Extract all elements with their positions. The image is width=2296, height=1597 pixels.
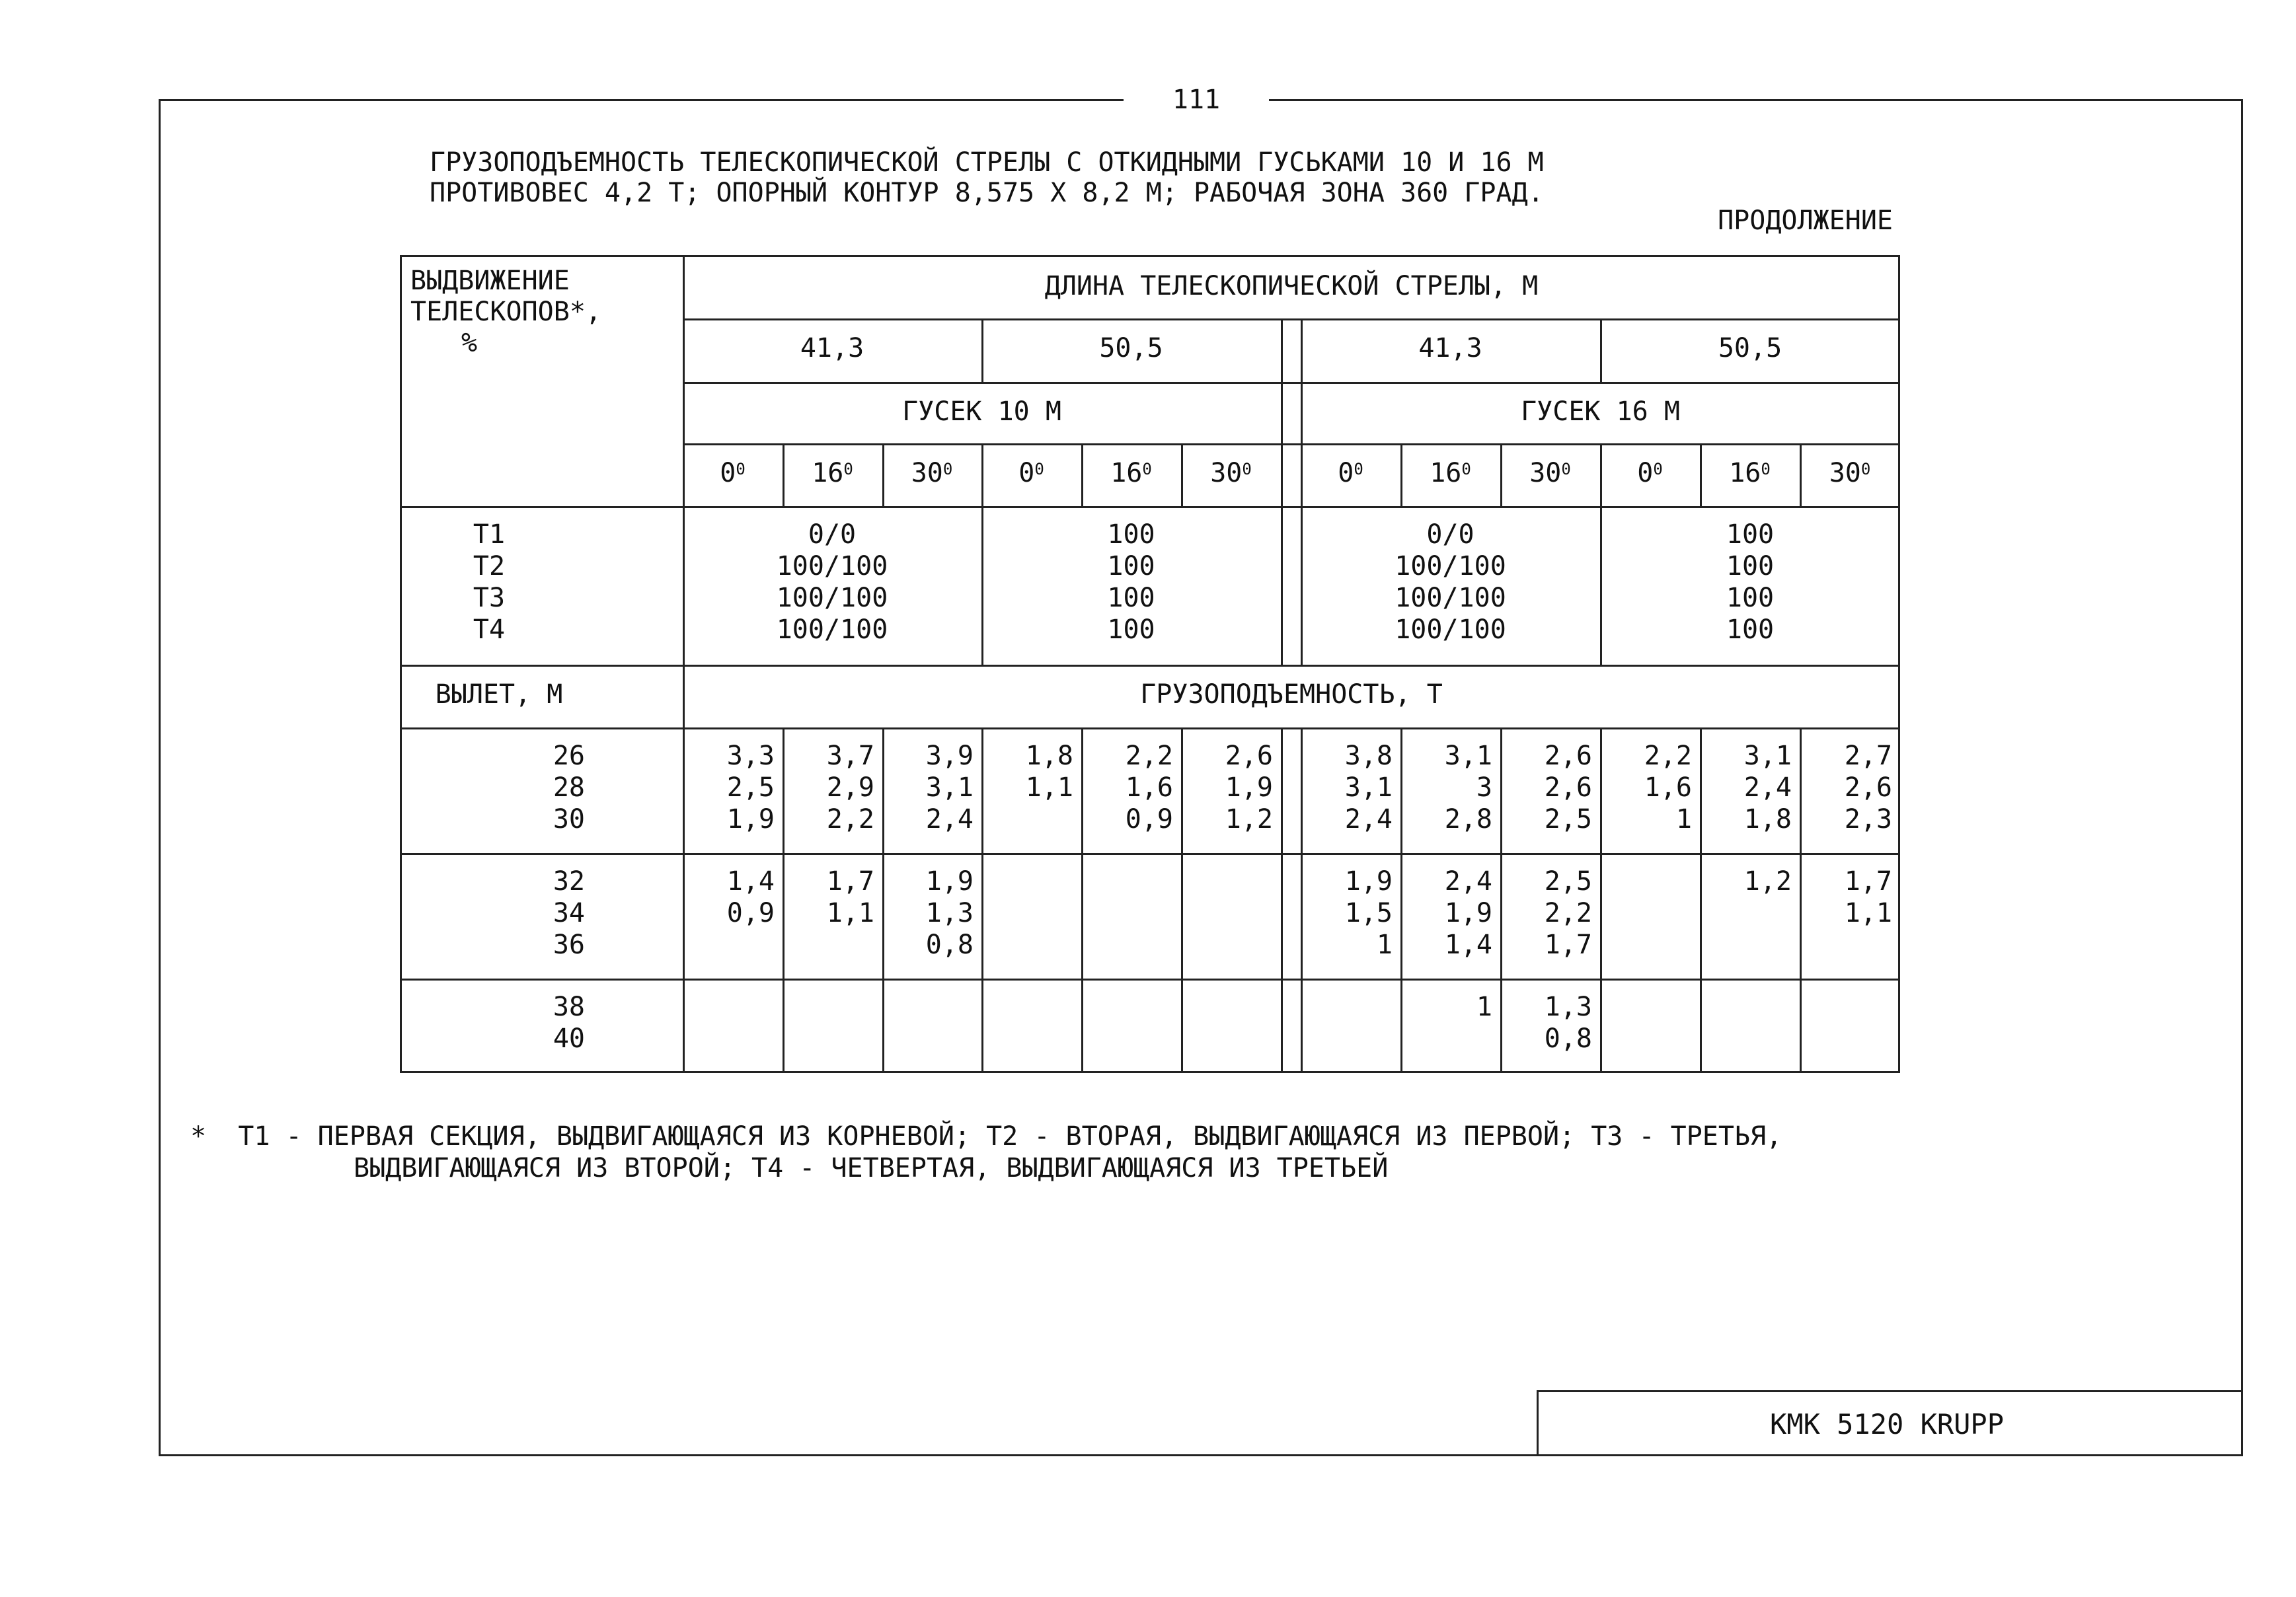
title-block [1537,1390,2243,1456]
capacity-value: 3 [1476,772,1492,803]
capacity-value: 0,8 [925,930,974,960]
boom-length-value: 50,5 [1718,333,1782,363]
table-row-rule [683,443,1900,445]
load-capacity-table [400,255,1900,1073]
capacity-value: 1,9 [1344,866,1393,897]
page-number: 111 [1124,82,1269,118]
capacity-value: 1,3 [1544,992,1592,1022]
angle-value: $30^0$ [1529,458,1571,488]
capacity-value: 1,4 [1444,930,1492,960]
capacity-header: ГРУЗОПОДЪЕМНОСТЬ, Т [1140,679,1443,710]
radius-value: 30 [553,804,585,835]
extension-value: 100 [1726,519,1775,550]
capacity-value: 0,8 [1544,1023,1592,1054]
capacity-value: 1,3 [925,898,974,928]
angle-value: $16^0$ [1729,458,1771,488]
degree-mark: 0 [736,460,746,478]
table-row-rule [400,853,1900,855]
extension-value: 0/0 [808,519,857,550]
extension-value: 100 [1726,583,1775,613]
extension-value: 100/100 [1395,614,1506,645]
boom-length-header: ДЛИНА ТЕЛЕСКОПИЧЕСКОЙ СТРЕЛЫ, М [1044,271,1539,301]
extension-value: 100/100 [776,614,888,645]
degree-mark: 0 [1034,460,1044,478]
table-row-rule [400,727,1900,729]
capacity-value: 2,6 [1225,741,1273,771]
extension-value: 100 [1726,551,1775,581]
angle-value: $0^0$ [720,458,746,488]
corner-header-line1: ВЫДВИЖЕНИЕ [410,266,570,296]
capacity-value: 3,1 [925,772,974,803]
capacity-value: 3,8 [1344,741,1393,771]
angle-value: $30^0$ [911,458,953,488]
title-line-2: ПРОТИВОВЕС 4,2 Т; ОПОРНЫЙ КОНТУР 8,575 Х 8,2 М; РАБОЧАЯ ЗОНА 360 ГРАД. [430,178,1544,208]
radius-value: 28 [553,772,585,803]
radius-value: 40 [553,1023,585,1054]
degree-mark: 0 [942,460,953,478]
capacity-value: 1,5 [1344,898,1393,928]
capacity-value: 1 [1675,804,1692,835]
capacity-value: 3,9 [925,741,974,771]
table-row-rule [400,979,1900,981]
angle-value: $30^0$ [1210,458,1252,488]
capacity-value: 1,6 [1125,772,1173,803]
group-divider [1281,318,1283,665]
capacity-value: 2,3 [1844,804,1892,835]
capacity-value: 1,7 [1844,866,1892,897]
angle-value: $0^0$ [1637,458,1663,488]
capacity-value: 3,7 [826,741,874,771]
extension-value: 100/100 [776,583,888,613]
extension-label: Т3 [473,583,506,613]
capacity-value: 1,2 [1743,866,1792,897]
capacity-value: 1 [1476,992,1492,1022]
capacity-value: 2,6 [1544,741,1592,771]
extension-value: 100 [1726,614,1775,645]
capacity-value: 1,9 [1225,772,1273,803]
angle-value: $16^0$ [812,458,853,488]
degree-mark: 0 [1242,460,1252,478]
table-row-rule [683,382,1900,384]
table-border-bottom [400,1071,1900,1073]
extension-value: 100 [1107,551,1155,581]
capacity-value: 2,6 [1844,772,1892,803]
degree-mark: 0 [1561,460,1571,478]
capacity-value: 3,3 [726,741,775,771]
capacity-value: 1,9 [925,866,974,897]
jib-header-16: ГУСЕК 16 М [1521,396,1680,427]
boom-length-value: 41,3 [800,333,864,363]
extension-label: Т1 [473,519,506,550]
capacity-value: 3,1 [1344,772,1393,803]
capacity-value: 1 [1376,930,1393,960]
capacity-value: 2,8 [1444,804,1492,835]
capacity-value: 1,1 [826,898,874,928]
capacity-value: 3,1 [1743,741,1792,771]
radius-value: 34 [553,898,585,928]
boom-length-value: 41,3 [1418,333,1482,363]
capacity-value: 2,5 [1544,804,1592,835]
jib-header-10: ГУСЕК 10 М [902,396,1061,427]
angle-value: $16^0$ [1110,458,1152,488]
capacity-value: 1,4 [726,866,775,897]
table-row-rule [683,318,1900,320]
extension-label: Т4 [473,614,506,645]
capacity-value: 1,2 [1225,804,1273,835]
capacity-value: 2,4 [1344,804,1393,835]
degree-mark: 0 [1653,460,1663,478]
footnote-line-1: * Т1 - ПЕРВАЯ СЕКЦИЯ, ВЫДВИГАЮЩАЯСЯ ИЗ КОРНЕВОЙ; Т2 - ВТОРАЯ, ВЫДВИГАЮЩАЯСЯ ИЗ ПЕРВОЙ; Т3 - ТРЕТЬЯ, [190,1121,1782,1152]
capacity-value: 2,2 [1644,741,1692,771]
capacity-value: 1,7 [1544,930,1592,960]
extension-value: 100/100 [776,551,888,581]
angle-value: $0^0$ [1338,458,1363,488]
capacity-value: 2,7 [1844,741,1892,771]
radius-value: 32 [553,866,585,897]
capacity-value: 1,8 [1025,741,1073,771]
degree-mark: 0 [843,460,853,478]
corner-header-line2: ТЕЛЕСКОПОВ*, [410,297,601,327]
radius-value: 38 [553,992,585,1022]
extension-value: 100 [1107,614,1155,645]
extension-value: 100/100 [1395,551,1506,581]
angle-value: $30^0$ [1829,458,1871,488]
degree-mark: 0 [1461,460,1471,478]
capacity-value: 3,1 [1444,741,1492,771]
degree-mark: 0 [1142,460,1152,478]
angle-value: $16^0$ [1430,458,1471,488]
extension-value: 100 [1107,583,1155,613]
capacity-value: 2,9 [826,772,874,803]
extension-label: Т2 [473,551,506,581]
angle-value: $0^0$ [1018,458,1044,488]
capacity-value: 1,8 [1743,804,1792,835]
capacity-value: 0,9 [726,898,775,928]
radius-value: 36 [553,930,585,960]
capacity-value: 1,1 [1025,772,1073,803]
capacity-value: 2,4 [1444,866,1492,897]
capacity-value: 2,6 [1544,772,1592,803]
corner-header-line3: % [461,328,478,358]
capacity-value: 2,2 [826,804,874,835]
radius-header: ВЫЛЕТ, М [435,679,563,710]
table-row-rule [400,506,1900,508]
degree-mark: 0 [1761,460,1771,478]
degree-mark: 0 [1860,460,1871,478]
table-border-right [1898,255,1900,1073]
title-line-1: ГРУЗОПОДЪЕМНОСТЬ ТЕЛЕСКОПИЧЕСКОЙ СТРЕЛЫ С ОТКИДНЫМИ ГУСЬКАМИ 10 И 16 М [430,147,1544,178]
radius-value: 26 [553,741,585,771]
capacity-value: 1,9 [1444,898,1492,928]
capacity-value: 2,4 [1743,772,1792,803]
extension-value: 100/100 [1395,583,1506,613]
capacity-value: 2,2 [1125,741,1173,771]
capacity-value: 1,7 [826,866,874,897]
title-block-text: КМК 5120 KRUPP [1770,1408,2005,1440]
capacity-value: 2,4 [925,804,974,835]
table-col-divider [683,255,685,1073]
table-row-rule [400,665,1900,667]
extension-value: 100 [1107,519,1155,550]
degree-mark: 0 [1354,460,1363,478]
continuation-label: ПРОДОЛЖЕНИЕ [1718,205,1893,236]
group-divider [1281,727,1283,1073]
boom-length-value: 50,5 [1099,333,1163,363]
capacity-value: 1,9 [726,804,775,835]
table-border-top [400,255,1900,257]
capacity-value: 2,5 [726,772,775,803]
capacity-value: 0,9 [1125,804,1173,835]
extension-value: 0/0 [1426,519,1474,550]
capacity-value: 2,5 [1544,866,1592,897]
footnote-line-2: ВЫДВИГАЮЩАЯСЯ ИЗ ВТОРОЙ; Т4 - ЧЕТВЕРТАЯ, ВЫДВИГАЮЩАЯСЯ ИЗ ТРЕТЬЕЙ [354,1153,1389,1183]
capacity-value: 1,6 [1644,772,1692,803]
capacity-value: 2,2 [1544,898,1592,928]
capacity-value: 1,1 [1844,898,1892,928]
